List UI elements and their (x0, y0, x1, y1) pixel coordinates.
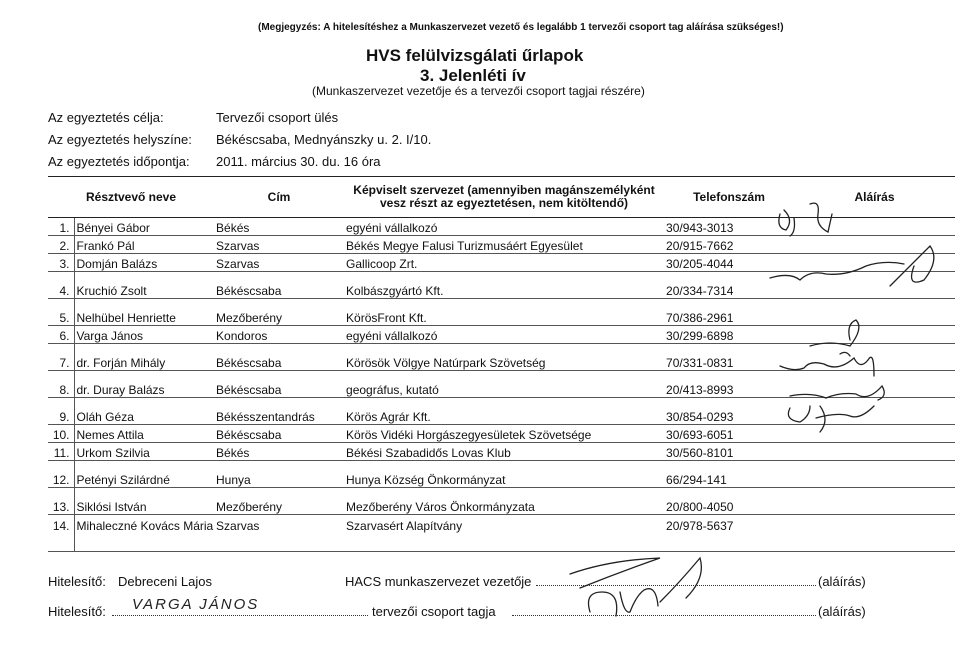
signature-label-2: (aláírás) (818, 604, 866, 619)
header-phone: Telefonszám (664, 177, 794, 218)
row-organization: egyéni vállalkozó (344, 218, 664, 236)
row-organization: Hunya Község Önkormányzat (344, 461, 664, 488)
row-number: 8. (48, 371, 74, 398)
row-number: 5. (48, 299, 74, 326)
form-subnote: (Munkaszervezet vezetője és a tervezői csoport tagjai részére) (312, 84, 645, 98)
row-address: Békéscsaba (214, 371, 344, 398)
row-organization: geográfus, kutató (344, 371, 664, 398)
certifier1-role: HACS munkaszervezet vezetője (345, 574, 532, 589)
row-number: 10. (48, 425, 74, 443)
row-address: Mezőberény (214, 299, 344, 326)
signature-label-1: (aláírás) (818, 574, 866, 589)
row-number: 12. (48, 461, 74, 488)
certifier2-label: Hitelesítő: (48, 604, 106, 619)
row-name: dr. Forján Mihály (74, 344, 214, 371)
row-address: Békés (214, 218, 344, 236)
row-phone: 20/978-5637 (664, 515, 794, 552)
row-number: 6. (48, 326, 74, 344)
row-phone: 30/693-6051 (664, 425, 794, 443)
row-name: Frankó Pál (74, 236, 214, 254)
header-name: Résztvevő neve (48, 177, 214, 218)
header-organization: Képviselt szervezet (amennyiben magánszemélyként vesz részt az egyeztetésen, nem kitöltendő) (344, 177, 664, 218)
row-phone: 30/854-0293 (664, 398, 794, 425)
row-organization: egyéni vállalkozó (344, 326, 664, 344)
row-phone: 70/386-2961 (664, 299, 794, 326)
header-address: Cím (214, 177, 344, 218)
row-organization: Kolbászgyártó Kft. (344, 272, 664, 299)
row-organization: Békés Megye Falusi Turizmusáért Egyesület (344, 236, 664, 254)
row-phone: 30/560-8101 (664, 443, 794, 461)
row-organization: Mezőberény Város Önkormányzata (344, 488, 664, 515)
row-address: Szarvas (214, 254, 344, 272)
row-name: Urkom Szilvia (74, 443, 214, 461)
form-title: HVS felülvizsgálati űrlapok (366, 46, 584, 65)
form-subtitle: 3. Jelenléti ív (420, 66, 526, 85)
row-address: Békés (214, 443, 344, 461)
row-address: Békésszentandrás (214, 398, 344, 425)
row-name: Bényei Gábor (74, 218, 214, 236)
row-number: 7. (48, 344, 74, 371)
row-number: 2. (48, 236, 74, 254)
row-phone: 20/413-8993 (664, 371, 794, 398)
row-address: Mezőberény (214, 488, 344, 515)
row-number: 1. (48, 218, 74, 236)
row-organization: Békési Szabadidős Lovas Klub (344, 443, 664, 461)
row-address: Hunya (214, 461, 344, 488)
row-name: Oláh Géza (74, 398, 214, 425)
row-address: Szarvas (214, 515, 344, 552)
row-name: Siklósi István (74, 488, 214, 515)
meeting-purpose-label: Az egyeztetés célja: (48, 110, 164, 125)
row-name: dr. Duray Balázs (74, 371, 214, 398)
row-address: Szarvas (214, 236, 344, 254)
row-name: Mihaleczné Kovács Mária (74, 515, 214, 552)
row-number: 13. (48, 488, 74, 515)
row-name: Kruchió Zsolt (74, 272, 214, 299)
row-name: Nelhübel Henriette (74, 299, 214, 326)
row-address: Kondoros (214, 326, 344, 344)
row-phone: 20/334-7314 (664, 272, 794, 299)
row-organization: Szarvasért Alapítvány (344, 515, 664, 552)
row-organization: Körösök Völgye Natúrpark Szövetség (344, 344, 664, 371)
approval-note: (Megjegyzés: A hitelesítéshez a Munkaszervezet vezető és legalább 1 tervezői csoport tag aláírása szükséges!) (258, 22, 784, 33)
row-number: 14. (48, 515, 74, 552)
row-organization: Körös Agrár Kft. (344, 398, 664, 425)
handwritten-signatures (770, 196, 950, 576)
row-phone: 20/800-4050 (664, 488, 794, 515)
row-organization: KörösFront Kft. (344, 299, 664, 326)
meeting-location-label: Az egyeztetés helyszíne: (48, 132, 192, 147)
row-name: Varga János (74, 326, 214, 344)
row-phone: 66/294-141 (664, 461, 794, 488)
certifier1-name: Debreceni Lajos (118, 574, 212, 589)
certifier2-handwritten-name: VARGA JÁNOS (132, 596, 260, 613)
meeting-time-label: Az egyeztetés időpontja: (48, 154, 190, 169)
row-phone: 30/943-3013 (664, 218, 794, 236)
row-name: Domján Balázs (74, 254, 214, 272)
certifier2-role: tervezői csoport tagja (372, 604, 496, 619)
row-organization: Gallicoop Zrt. (344, 254, 664, 272)
row-phone: 30/205-4044 (664, 254, 794, 272)
meeting-purpose-value: Tervezői csoport ülés (216, 110, 339, 125)
row-address: Békéscsaba (214, 344, 344, 371)
row-phone: 20/915-7662 (664, 236, 794, 254)
certifier1-label: Hitelesítő: (48, 574, 106, 589)
meeting-time-value: 2011. március 30. du. 16 óra (216, 154, 381, 169)
row-name: Nemes Attila (74, 425, 214, 443)
row-phone: 70/331-0831 (664, 344, 794, 371)
footer-signatures (560, 552, 720, 632)
row-organization: Körös Vidéki Horgászegyesületek Szövetsége (344, 425, 664, 443)
header-signature: Aláírás (794, 177, 955, 218)
row-phone: 30/299-6898 (664, 326, 794, 344)
meeting-location-value: Békéscsaba, Mednyánszky u. 2. I/10. (216, 132, 432, 147)
row-number: 9. (48, 398, 74, 425)
row-address: Békéscsaba (214, 425, 344, 443)
row-number: 11. (48, 443, 74, 461)
row-number: 3. (48, 254, 74, 272)
row-address: Békéscsaba (214, 272, 344, 299)
row-name: Petényi Szilárdné (74, 461, 214, 488)
row-number: 4. (48, 272, 74, 299)
